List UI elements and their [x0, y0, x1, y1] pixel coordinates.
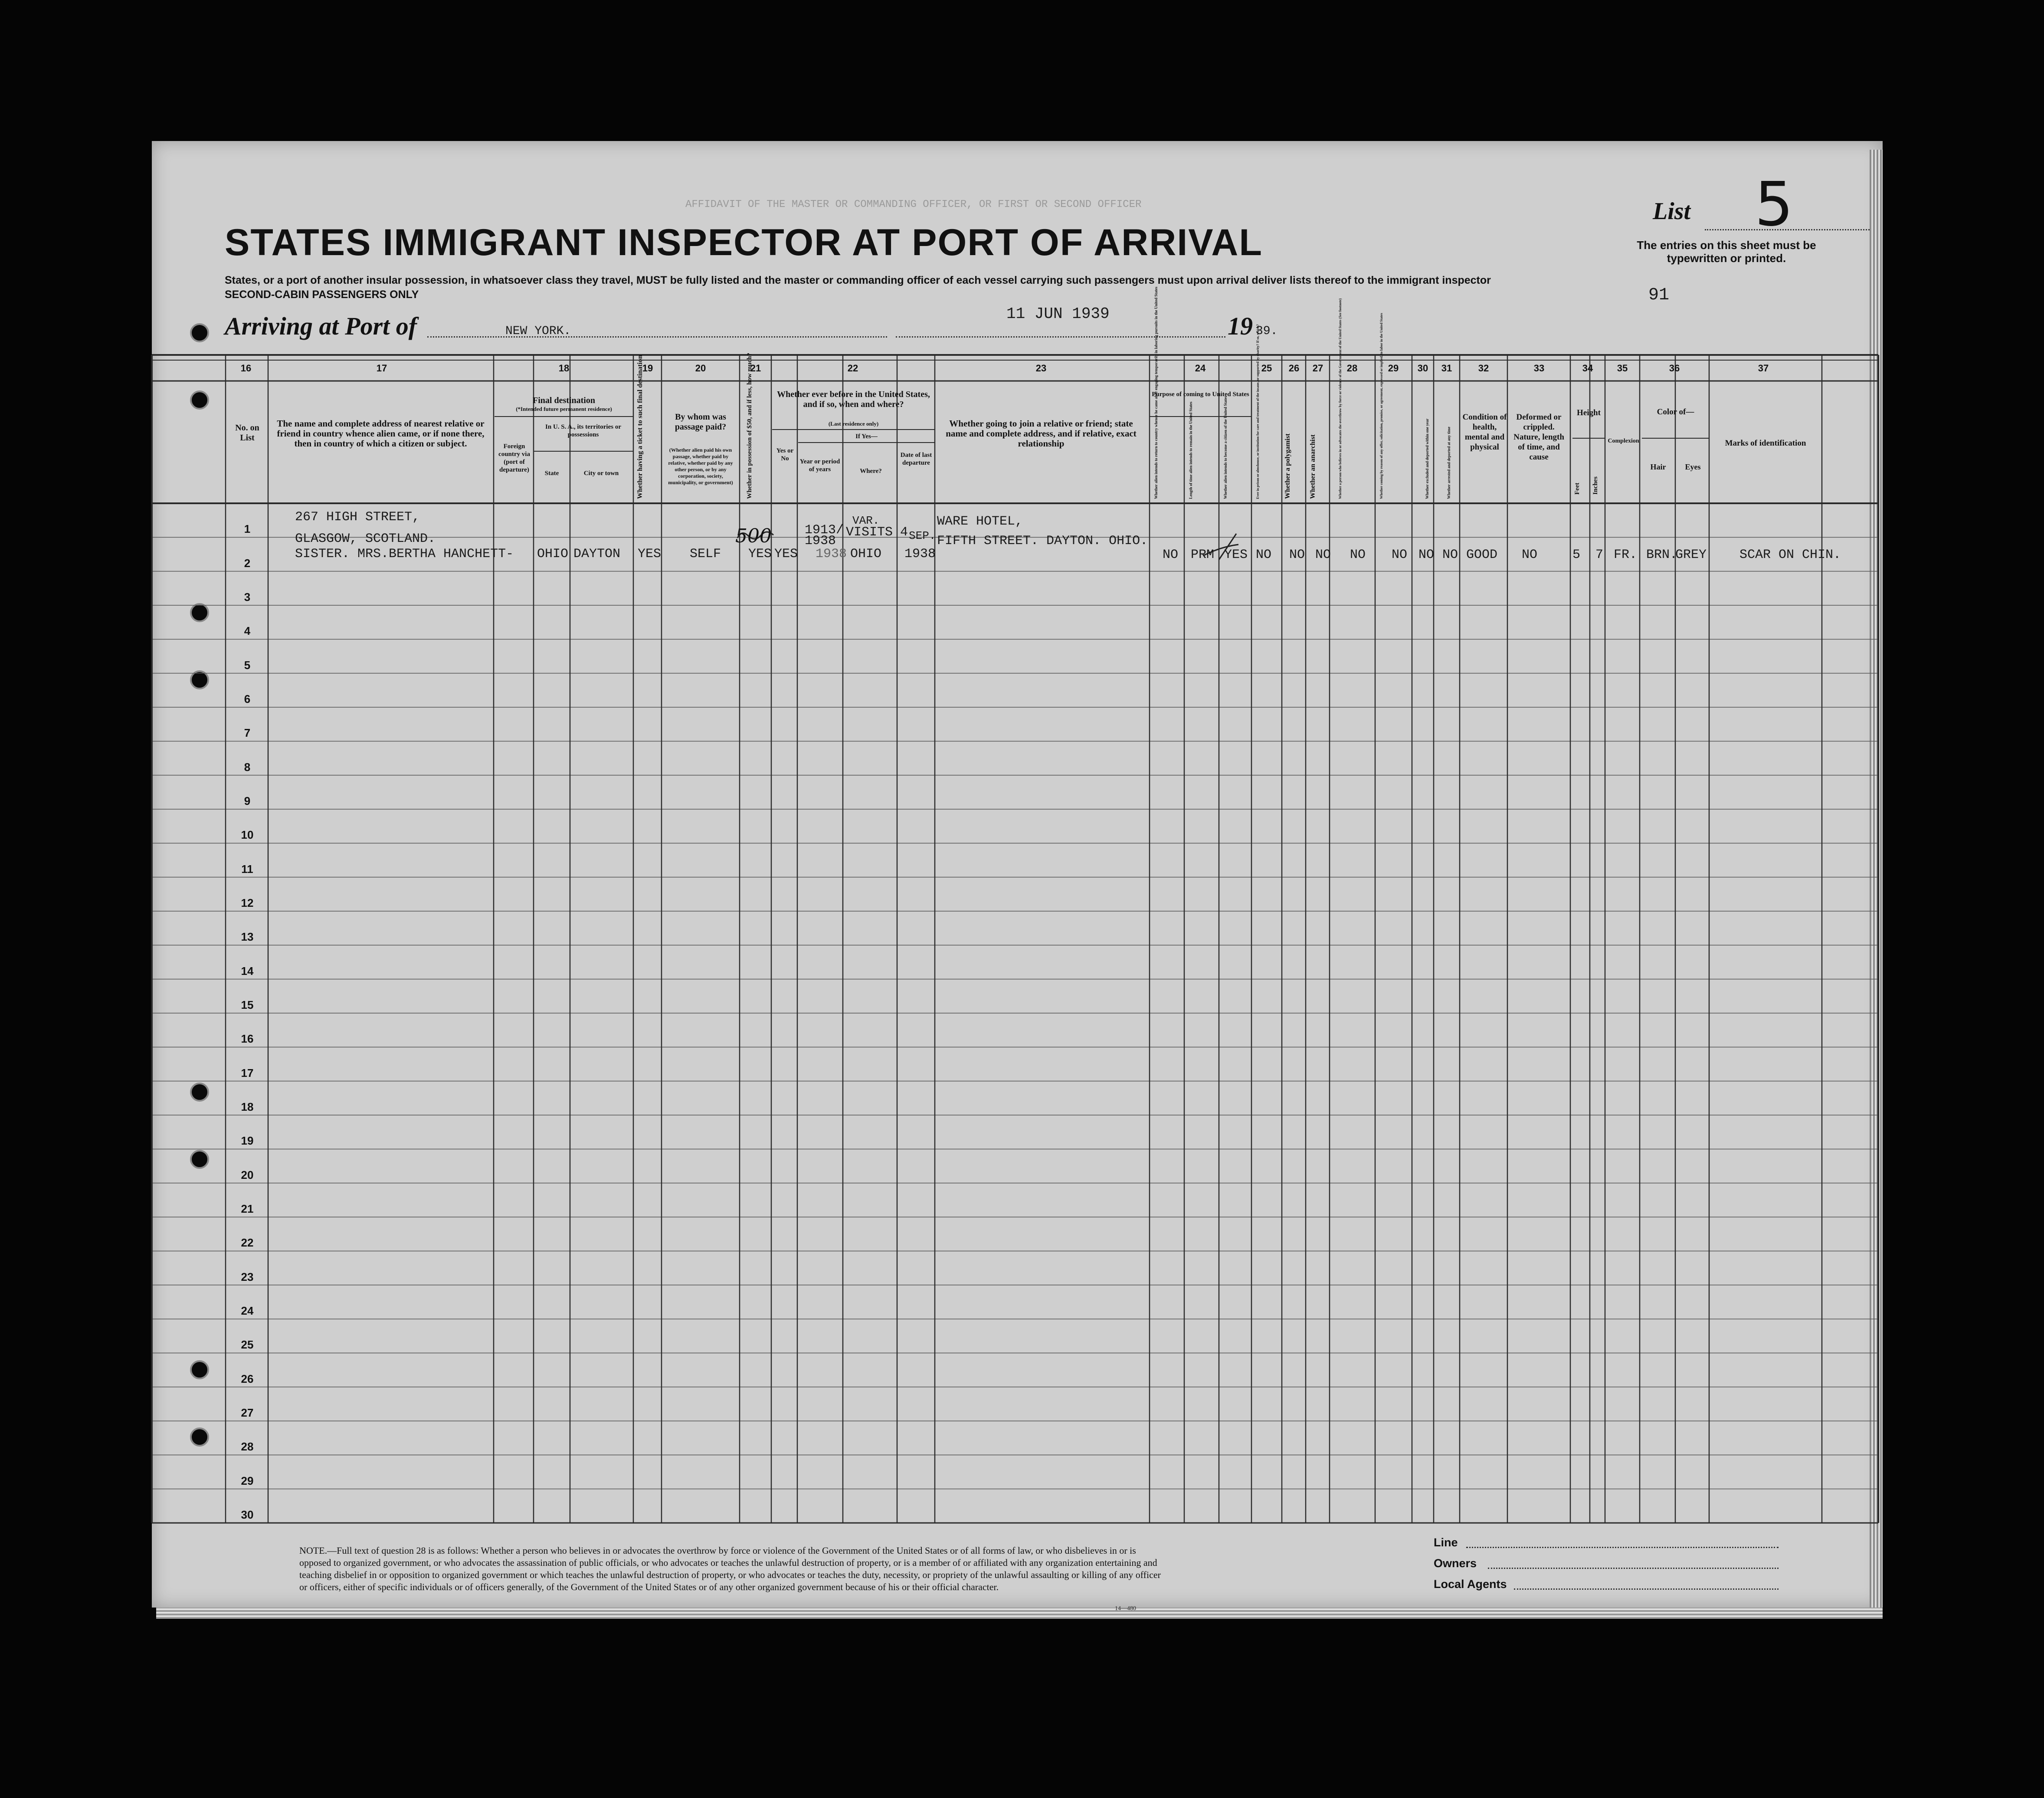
owners-dotline — [1488, 1568, 1779, 1569]
line-label: Line — [1434, 1536, 1458, 1549]
date-stamp: 11 JUN 1939 — [1006, 305, 1110, 323]
header-hair: Hair — [1650, 463, 1666, 471]
form-number: 14—480 — [1115, 1605, 1136, 1612]
column-number: 17 — [376, 363, 387, 374]
sheet-number: 91 — [1648, 285, 1670, 305]
year-suffix: 39. — [1256, 325, 1278, 338]
port-value: NEW YORK. — [505, 325, 571, 338]
header-relative-address: The name and complete address of nearest relative or friend in country whence alien came, or if none there, then in country of which a citizen or subject. — [277, 418, 485, 449]
passenger-class: SECOND-CABIN PASSENGERS ONLY — [225, 289, 419, 301]
entry-where-2: VISITS — [846, 525, 893, 540]
row-number: 2 — [244, 556, 251, 570]
column-number: 34 — [1582, 363, 1593, 374]
column-number: 20 — [695, 363, 706, 374]
header-purpose: Purpose of coming to United States — [1152, 391, 1249, 398]
header-prison: Ever in prison or almshouse, or institution for care and treatment of the insane, or supported by charity? If so, which? — [1256, 324, 1260, 499]
header-no-on-list: No. on List — [235, 423, 259, 443]
header-last-departure: Date of last departure — [900, 452, 932, 466]
entry-citizen: YES — [1224, 548, 1248, 562]
header-ticket: Whether having a ticket to such final destination — [636, 355, 644, 499]
entry-joining-1: WARE HOTEL, — [937, 514, 1023, 529]
header-joining: Whether going to join a relative or friend; state name and complete address, and if relative, exact relationship — [946, 418, 1137, 449]
column-number: 16 — [240, 363, 252, 374]
header-complexion: Complexion — [1608, 438, 1639, 444]
column-number: 24 — [1195, 363, 1206, 374]
header-city: City or town — [583, 470, 619, 477]
entry-prison: NO — [1256, 548, 1272, 562]
header-marks: Marks of identification — [1725, 439, 1806, 448]
entry-joining-2: FIFTH STREET. DAYTON. OHIO. — [937, 534, 1148, 548]
list-note: The entries on this sheet must be typewritten or printed. — [1637, 239, 1816, 265]
line-dotline — [1466, 1547, 1779, 1548]
row-number: 18 — [241, 1100, 254, 1113]
header-overthrow: Whether a person who believes in or advocates the overthrow by force or violence of the Government of the United States (See footnote) — [1338, 298, 1342, 499]
row-number: 13 — [241, 930, 254, 944]
column-number: 26 — [1288, 363, 1300, 374]
entry-paid-by: SELF — [690, 547, 721, 561]
header-polygamist: Whether a polygamist — [1284, 433, 1291, 499]
entry-labor-offer: NO — [1392, 548, 1408, 562]
entry-overthrow: NO — [1350, 548, 1366, 562]
column-number: 35 — [1617, 363, 1628, 374]
entry-date-1: 4 — [900, 525, 908, 540]
row-number: 25 — [241, 1338, 254, 1352]
header-height: Height — [1577, 408, 1601, 417]
header-final-destination: Final destination — [533, 396, 595, 405]
header-color-of: Color of— — [1657, 407, 1694, 417]
row-number: 3 — [244, 591, 251, 604]
entry-excluded: NO — [1418, 548, 1435, 562]
owners-label: Owners — [1434, 1557, 1477, 1570]
entry-money-handwritten: 500 — [735, 525, 772, 547]
entry-marks: SCAR ON CHIN. — [1739, 548, 1841, 562]
row-number: 30 — [241, 1508, 254, 1521]
header-health: Condition of health, mental and physical — [1462, 413, 1507, 452]
row-number: 14 — [241, 964, 254, 978]
header-return-temp: Whether alien intends to return to country whence he came after engaging temporarily in laboring pursuits in the United States — [1154, 286, 1158, 499]
column-number: 32 — [1478, 363, 1489, 374]
entry-eyes: GREY — [1675, 548, 1707, 562]
header-state: State — [544, 470, 559, 477]
row-number: 17 — [241, 1066, 254, 1079]
column-number: 23 — [1035, 363, 1047, 374]
header-inches: Inches — [1592, 476, 1599, 495]
list-number: 5 — [1755, 169, 1794, 240]
header-yes-no: Yes or No — [776, 447, 794, 462]
header-if-yes: If Yes— — [855, 433, 878, 440]
year-prefix: 19 — [1228, 312, 1253, 340]
header-deformed: Deformed or crippled. Nature, length of time, and cause — [1513, 413, 1564, 462]
header-length-stay: Length of time alien intends to remain in the United States — [1189, 401, 1193, 499]
column-number: 36 — [1669, 363, 1680, 374]
header-labor-offer: Whether coming by reason of any offer, solicitation, promise, or agreement, expressed or implied, to labor in the United States — [1379, 313, 1383, 499]
entry-return-temp: NO — [1163, 548, 1179, 562]
entry-years-3: 1938 — [816, 547, 847, 561]
entry-years-2: 1938 — [805, 534, 836, 548]
entry-deported: NO — [1442, 548, 1458, 562]
faint-overprint: AFFIDAVIT OF THE MASTER OR COMMANDING OFFICER, OR FIRST OR SECOND OFFICER — [685, 199, 1142, 210]
list-label: List — [1653, 198, 1691, 225]
header-anarchist: Whether an anarchist — [1309, 434, 1317, 499]
row-number: 7 — [244, 726, 251, 740]
row-number: 29 — [241, 1474, 254, 1487]
column-number: 27 — [1312, 363, 1323, 374]
row-number: 9 — [244, 794, 251, 807]
column-number: 25 — [1261, 363, 1272, 374]
header-final-destination-sub: (*Intended future permanent residence) — [516, 406, 612, 412]
header-deported: Whether arrested and deported at any time — [1447, 427, 1451, 499]
entry-polygamist: NO — [1289, 548, 1305, 562]
header-become-citizen: Whether alien intends to become a citizen of the United States — [1223, 396, 1228, 499]
entry-date-3: 1938 — [904, 547, 936, 561]
column-number: 30 — [1417, 363, 1428, 374]
header-where: Where? — [860, 468, 882, 475]
entry-years-1: 1913/ — [805, 523, 844, 538]
row-number: 11 — [241, 862, 253, 876]
row-number: 26 — [241, 1372, 254, 1385]
row-number: 15 — [241, 998, 254, 1011]
entry-health: GOOD — [1466, 548, 1498, 562]
row-number: 6 — [244, 692, 251, 705]
column-number: 31 — [1441, 363, 1452, 374]
column-number: 19 — [642, 363, 653, 374]
page-subtitle: States, or a port of another insular possession, in whatsoever class they travel, MUST be fully listed and the master or commanding officer of each vessel carrying such passengers must upon arrival deliver lists thereof to the immigrant inspector — [225, 274, 1491, 286]
header-money: Whether in possession of $50, and if less, how much? — [746, 353, 753, 499]
column-number: 21 — [750, 363, 761, 374]
row-number: 5 — [244, 658, 251, 672]
column-number: 29 — [1388, 363, 1399, 374]
header-excluded: Whether excluded and deported within one year — [1425, 418, 1429, 499]
port-label: Arriving at Port of — [225, 312, 417, 340]
column-number: 22 — [847, 363, 858, 374]
row-number: 8 — [244, 760, 251, 774]
entry-inches: 7 — [1595, 548, 1604, 562]
row-number: 20 — [241, 1168, 254, 1181]
column-number: 33 — [1533, 363, 1545, 374]
entry-length-stay: PRM — [1191, 548, 1215, 562]
entry-city: DAYTON — [573, 547, 621, 561]
row-number: 27 — [241, 1406, 254, 1419]
header-eyes: Eyes — [1685, 463, 1701, 471]
agents-label: Local Agents — [1434, 1578, 1507, 1591]
entry-date-2: SEP. — [909, 529, 936, 542]
entry-deformed: NO — [1522, 548, 1538, 562]
column-number: 28 — [1346, 363, 1358, 374]
header-feet: Feet — [1574, 482, 1581, 495]
row-number: 21 — [241, 1202, 254, 1215]
column-number: 37 — [1758, 363, 1769, 374]
header-years: Year or period of years — [799, 458, 840, 473]
header-in-usa: In U. S. A., its territories or possessions — [545, 423, 621, 438]
row-number: 24 — [241, 1304, 254, 1317]
entry-hair: BRN. — [1646, 548, 1678, 562]
agents-dotline — [1514, 1588, 1779, 1590]
header-passage-paid-sub: (Whether alien paid his own passage, whether paid by relative, whether paid by any other person, or by any corporation, society, municipality, or government) — [668, 447, 733, 486]
entry-anarchist: NO — [1315, 548, 1331, 562]
entry-state: OHIO — [537, 547, 569, 561]
entry-money: YES — [748, 547, 772, 561]
footnote: NOTE.—Full text of question 28 is as follows: Whether a person who believes in or advocates the overthrow by force or violence of the Government of the United States or of all forms of law, or who disbelieves in or is opposed to organized government, or who advocates the assassination of public officials, or who advocates or teaches the unlawful destruction of property, or is a member of or affiliated with any organization entertaining and teaching disbelief in or opposition to organized government or which teaches the unlawful destruction of property, or who advocates or teaches the duty, necessity, or propriety of the unlawful assaulting or killing of any officer or officers, either of specific individuals or of officers generally, of the Government of the United States or of any other organized government because of his or their official character. — [299, 1545, 1161, 1592]
row-number: 1 — [244, 522, 251, 536]
entry-ticket: YES — [638, 547, 662, 561]
entry-where-3: OHIO — [850, 547, 882, 561]
row-number: 23 — [241, 1270, 254, 1283]
row-number: 19 — [241, 1134, 254, 1148]
entry-where-1: VAR. — [852, 514, 880, 527]
header-passage-paid: By whom was passage paid? — [675, 412, 727, 432]
entry-feet: 5 — [1572, 548, 1581, 562]
row-number: 16 — [241, 1032, 254, 1046]
row-number: 4 — [244, 624, 251, 638]
page-title: STATES IMMIGRANT INSPECTOR AT PORT OF ARRIVAL — [225, 222, 1263, 263]
entry-address-line2: GLASGOW, SCOTLAND. — [295, 532, 436, 546]
row-number: 12 — [241, 896, 254, 909]
row-number: 10 — [241, 828, 254, 842]
header-before-in-us: Whether ever before in the United States, and if so, when and where? — [777, 390, 930, 409]
entry-address-line1: 267 HIGH STREET, — [295, 510, 420, 525]
entry-before-in-us: YES — [774, 547, 798, 561]
entry-relative: SISTER. MRS.BERTHA HANCHETT- — [295, 547, 514, 561]
entry-complexion: FR. — [1614, 548, 1638, 562]
row-number: 28 — [241, 1440, 254, 1453]
header-before-in-us-sub: (Last residence only) — [828, 420, 879, 427]
row-number: 22 — [241, 1236, 254, 1250]
column-number: 18 — [558, 363, 570, 374]
header-foreign-country: Foreign country via (port of departure) — [498, 443, 530, 473]
